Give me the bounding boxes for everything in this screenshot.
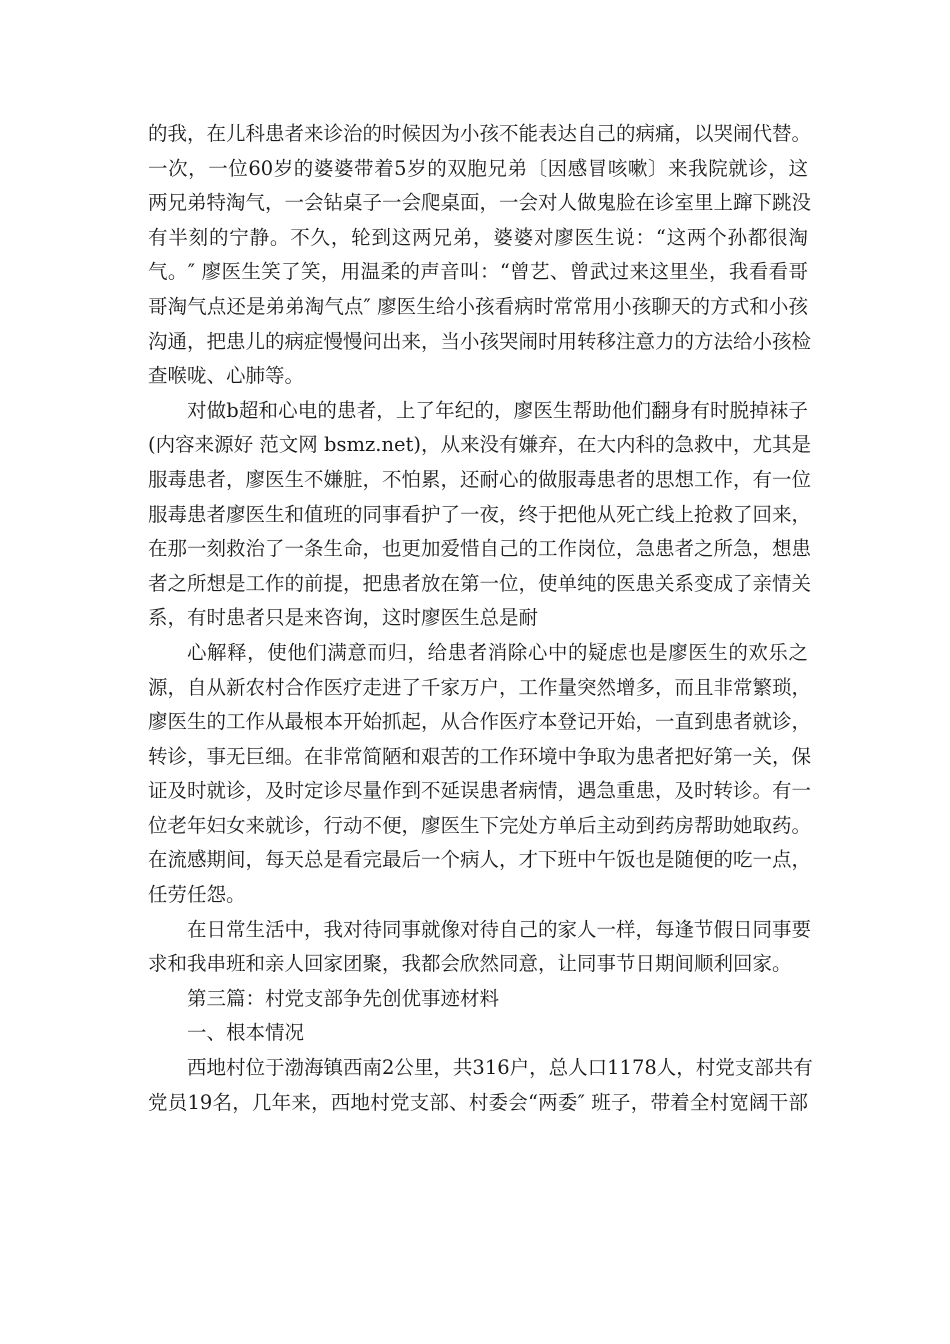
- text-line: 对做b超和心电的患者，上了年纪的，廖医生帮助他们翻身有时脱掉袜子: [187, 398, 808, 422]
- text-line: 廖医生的工作从最根本开始抓起，从合作医疗本登记开始，一直到患者就诊，: [148, 710, 812, 734]
- text-line: 系，有时患者只是来咨询，这时廖医生总是耐: [148, 606, 539, 630]
- text-line: 有半刻的宁静。不久，轮到这两兄弟，婆婆对廖医生说：“这两个孙都很淘: [148, 225, 808, 249]
- text-line: 一次，一位60岁的婆婆带着5岁的双胞兄弟〔因感冒咳嗽〕来我院就诊，这: [148, 156, 808, 180]
- text-line: 查喉咙、心肺等。: [148, 364, 305, 388]
- text-line: 证及时就诊，及时定诊尽量作到不延误患者病情，遇急重患，及时转诊。有一: [148, 779, 812, 803]
- text-line: 心解释，使他们满意而归，给患者消除心中的疑虑也是廖医生的欢乐之: [187, 640, 808, 664]
- text-line: 党员19名，几年来，西地村党支部、村委会“两委″ 班子，带着全村宽阔干部: [148, 1090, 808, 1114]
- text-line: 在日常生活中，我对待同事就像对待自己的家人一样，每逢节假日同事要: [187, 917, 812, 941]
- text-line: 第三篇：村党支部争先创优事迹材料: [187, 986, 500, 1010]
- text-line: 任劳任怨。: [148, 883, 246, 907]
- text-line: 西地村位于渤海镇西南2公里，共316户，总人口1178人，村党支部共有: [187, 1056, 813, 1080]
- text-line: (内容来源好 范文网 bsmz.net)，从来没有嫌弃，在大内科的急救中，尤其是: [148, 433, 812, 457]
- text-line: 位老年妇女来就诊，行动不便，廖医生下完处方单后主动到药房帮助她取药。: [148, 813, 812, 837]
- text-line: 服毒患者，廖医生不嫌脏，不怕累，还耐心的做服毒患者的思想工作，有一位: [148, 467, 812, 491]
- text-line: 服毒患者廖医生和值班的同事看护了一夜，终于把他从死亡线上抢救了回来，: [148, 502, 812, 526]
- text-line: 者之所想是工作的前提，把患者放在第一位，使单纯的医患关系变成了亲情关: [148, 571, 812, 595]
- text-line: 两兄弟特淘气，一会钻桌子一会爬桌面，一会对人做鬼脸在诊室里上蹿下跳没: [148, 191, 812, 215]
- text-line: 源，自从新农村合作医疗走进了千家万户，工作量突然增多，而且非常繁琐，: [148, 675, 812, 699]
- text-line: 在流感期间，每天总是看完最后一个病人，才下班中午饭也是随便的吃一点，: [148, 848, 812, 872]
- text-line: 沟通，把患儿的病症慢慢问出来，当小孩哭闹时用转移注意力的方法给小孩检: [148, 329, 812, 353]
- text-line: 哥淘气点还是弟弟淘气点″ 廖医生给小孩看病时常常用小孩聊天的方式和小孩: [148, 294, 808, 318]
- text-line: 的我，在儿科患者来诊治的时候因为小孩不能表达自己的病痛，以哭闹代替。: [148, 122, 812, 145]
- text-line: 在那一刻救治了一条生命，也更加爱惜自己的工作岗位，急患者之所急，想患: [148, 537, 812, 561]
- document-body: [148, 117, 813, 1120]
- text-line: 气。″ 廖医生笑了笑，用温柔的声音叫：“曾艺、曾武过来这里坐，我看看哥: [148, 260, 808, 284]
- text-line: 一、根本情况: [187, 1021, 305, 1045]
- text-line: 求和我串班和亲人回家团聚，我都会欣然同意，让同事节日期间顺利回家。: [148, 952, 792, 976]
- text-line: 转诊，事无巨细。在非常简陋和艰苦的工作环境中争取为患者把好第一关，保: [148, 744, 812, 768]
